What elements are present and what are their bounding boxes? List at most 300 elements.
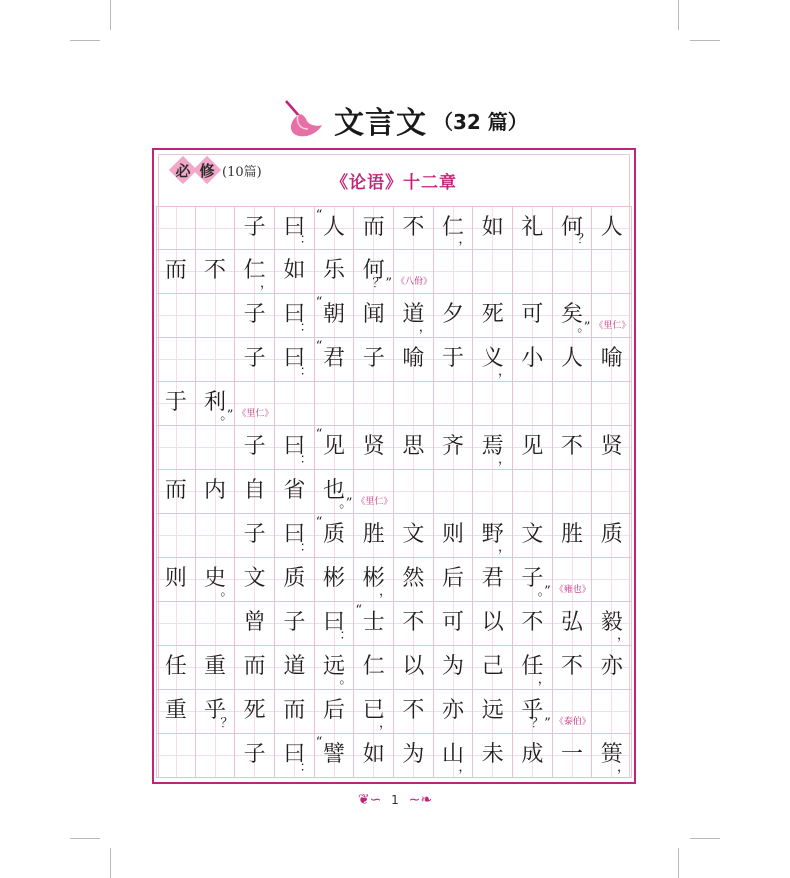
grid-cell bbox=[592, 602, 632, 646]
grid-cell bbox=[434, 338, 474, 382]
grid-cell bbox=[235, 470, 275, 514]
ornament-icon: ∼❧ bbox=[408, 792, 433, 808]
character: 子 bbox=[243, 522, 266, 547]
grid-cell bbox=[156, 382, 196, 426]
grid-row bbox=[156, 338, 632, 382]
grid-cell bbox=[513, 338, 553, 382]
grid-cell bbox=[235, 734, 275, 778]
source-annotation: 《里仁》 bbox=[356, 497, 393, 507]
character: 山 bbox=[442, 742, 465, 767]
grid-cell bbox=[354, 426, 394, 470]
grid-cell bbox=[592, 734, 632, 778]
punctuation: ， bbox=[537, 672, 551, 687]
crop-mark bbox=[678, 0, 679, 30]
character: 子 bbox=[243, 302, 266, 327]
source-annotation: 《里仁》 bbox=[237, 409, 274, 419]
crop-mark bbox=[690, 838, 720, 839]
grid-cell bbox=[196, 294, 236, 338]
character: 重 bbox=[204, 654, 227, 679]
grid-row bbox=[156, 470, 632, 514]
punctuation: ？ bbox=[220, 716, 234, 731]
character: 未 bbox=[481, 742, 504, 767]
grid-cell bbox=[434, 734, 474, 778]
grid-cell bbox=[473, 426, 513, 470]
grid-cell bbox=[592, 558, 632, 602]
grid-cell bbox=[315, 558, 355, 602]
crop-mark bbox=[110, 0, 111, 30]
character: 而 bbox=[164, 478, 187, 503]
character: 乎 bbox=[204, 698, 227, 723]
punctuation: ： bbox=[299, 540, 313, 555]
grid-cell bbox=[354, 250, 394, 294]
grid-cell bbox=[592, 206, 632, 250]
grid-cell bbox=[394, 602, 434, 646]
grid-cell bbox=[473, 470, 513, 514]
punctuation: ： bbox=[299, 364, 313, 379]
grid-cell bbox=[156, 250, 196, 294]
character: 任 bbox=[164, 654, 187, 679]
grid-cell bbox=[275, 382, 315, 426]
character: 见 bbox=[521, 434, 544, 459]
character: 君 bbox=[323, 346, 346, 371]
brush-icon bbox=[282, 97, 328, 143]
grid-cell bbox=[394, 426, 434, 470]
grid-cell bbox=[156, 514, 196, 558]
grid-cell bbox=[434, 514, 474, 558]
grid-cell bbox=[394, 646, 434, 690]
grid-cell bbox=[473, 558, 513, 602]
grid-cell bbox=[275, 734, 315, 778]
grid-cell bbox=[235, 294, 275, 338]
grid-cell bbox=[473, 382, 513, 426]
grid-cell bbox=[156, 426, 196, 470]
punctuation: “ bbox=[315, 339, 323, 354]
grid-cell bbox=[354, 690, 394, 734]
title-count: （32 篇） bbox=[433, 109, 528, 134]
grid-cell bbox=[275, 206, 315, 250]
character: 朝 bbox=[323, 302, 346, 327]
grid-cell bbox=[275, 690, 315, 734]
grid-cell bbox=[156, 470, 196, 514]
grid-cell bbox=[196, 470, 236, 514]
character: 文 bbox=[521, 522, 544, 547]
grid-cell bbox=[235, 206, 275, 250]
source-annotation: 《雍也》 bbox=[554, 585, 591, 595]
page-title bbox=[282, 98, 528, 142]
section-count: (10篇) bbox=[222, 164, 262, 180]
character: 道 bbox=[283, 654, 306, 679]
grid-cell bbox=[315, 294, 355, 338]
character: 史 bbox=[204, 566, 227, 591]
character: 仁 bbox=[243, 258, 266, 283]
grid-row bbox=[156, 558, 632, 602]
punctuation: ， bbox=[458, 760, 472, 775]
character: 可 bbox=[442, 610, 465, 635]
punctuation: ： bbox=[299, 760, 313, 775]
grid-cell bbox=[315, 734, 355, 778]
punctuation: “ bbox=[315, 427, 323, 442]
grid-row bbox=[156, 206, 632, 250]
character: 子 bbox=[283, 610, 306, 635]
grid-cell bbox=[315, 382, 355, 426]
ornament-icon: ❦∽ bbox=[357, 792, 382, 808]
crop-mark bbox=[110, 848, 111, 878]
grid-cell bbox=[394, 514, 434, 558]
grid-cell bbox=[235, 558, 275, 602]
grid-cell bbox=[196, 206, 236, 250]
grid-cell bbox=[275, 646, 315, 690]
punctuation: “ bbox=[315, 295, 323, 310]
character: 利 bbox=[204, 390, 227, 415]
character: 以 bbox=[481, 610, 504, 635]
grid-cell bbox=[354, 382, 394, 426]
grid-cell bbox=[354, 646, 394, 690]
character: 重 bbox=[164, 698, 187, 723]
character: 后 bbox=[442, 566, 465, 591]
character: 文 bbox=[402, 522, 425, 547]
grid-row bbox=[156, 294, 632, 338]
punctuation: 。” bbox=[537, 584, 551, 599]
grid-cell bbox=[235, 426, 275, 470]
grid-cell bbox=[473, 294, 513, 338]
grid-cell bbox=[473, 690, 513, 734]
grid-cell bbox=[473, 734, 513, 778]
character: 省 bbox=[283, 478, 306, 503]
grid-cell bbox=[354, 294, 394, 338]
character: 为 bbox=[402, 742, 425, 767]
grid-cell bbox=[513, 558, 553, 602]
punctuation: 。” bbox=[577, 320, 591, 335]
grid-cell bbox=[156, 338, 196, 382]
grid-cell bbox=[235, 382, 275, 426]
character: 以 bbox=[402, 654, 425, 679]
grid-cell bbox=[275, 250, 315, 294]
character: 喻 bbox=[402, 346, 425, 371]
punctuation: ， bbox=[498, 540, 512, 555]
character: 乎 bbox=[521, 698, 544, 723]
character: 曰 bbox=[283, 522, 306, 547]
character: 贤 bbox=[362, 434, 385, 459]
writing-grid bbox=[156, 206, 632, 782]
character: 而 bbox=[362, 215, 385, 240]
grid-row bbox=[156, 250, 632, 294]
grid-cell bbox=[315, 646, 355, 690]
character: 不 bbox=[521, 610, 544, 635]
character: 如 bbox=[283, 258, 306, 283]
grid-cell bbox=[553, 250, 593, 294]
grid-cell bbox=[513, 426, 553, 470]
character: 毅 bbox=[600, 610, 623, 635]
grid-cell bbox=[156, 558, 196, 602]
grid-cell bbox=[196, 734, 236, 778]
character: 子 bbox=[521, 566, 544, 591]
grid-cell bbox=[156, 690, 196, 734]
punctuation: ： bbox=[339, 628, 353, 643]
character: 乐 bbox=[323, 258, 346, 283]
grid-cell bbox=[434, 206, 474, 250]
grid-cell bbox=[434, 382, 474, 426]
grid-cell bbox=[315, 338, 355, 382]
character: 小 bbox=[521, 346, 544, 371]
character: 不 bbox=[204, 258, 227, 283]
section-tag-char: 修 bbox=[199, 162, 215, 180]
grid-cell bbox=[434, 646, 474, 690]
source-annotation: 《里仁》 bbox=[594, 321, 631, 331]
character: 任 bbox=[521, 654, 544, 679]
character: 子 bbox=[243, 346, 266, 371]
character: 道 bbox=[402, 302, 425, 327]
grid-cell bbox=[235, 338, 275, 382]
grid-cell bbox=[394, 558, 434, 602]
grid-cell bbox=[354, 338, 394, 382]
grid-cell bbox=[553, 426, 593, 470]
grid-cell bbox=[513, 602, 553, 646]
punctuation: ： bbox=[299, 232, 313, 247]
grid-cell bbox=[354, 602, 394, 646]
character: 人 bbox=[561, 346, 584, 371]
grid-cell bbox=[473, 250, 513, 294]
punctuation: 。 bbox=[220, 584, 234, 599]
grid-cell bbox=[473, 646, 513, 690]
character: 闻 bbox=[362, 302, 385, 327]
character: 礼 bbox=[521, 215, 544, 240]
grid-cell bbox=[235, 646, 275, 690]
grid-row bbox=[156, 646, 632, 690]
grid-cell bbox=[196, 558, 236, 602]
punctuation: “ bbox=[315, 208, 323, 223]
grid-cell bbox=[156, 294, 196, 338]
punctuation: “ bbox=[315, 735, 323, 750]
grid-cell bbox=[553, 514, 593, 558]
character: 人 bbox=[600, 215, 623, 240]
character: 为 bbox=[442, 654, 465, 679]
grid-cell bbox=[394, 206, 434, 250]
character: 亦 bbox=[442, 698, 465, 723]
punctuation: “ bbox=[355, 603, 363, 618]
character: 内 bbox=[204, 478, 227, 503]
character: 不 bbox=[402, 698, 425, 723]
character: 夕 bbox=[442, 302, 465, 327]
punctuation: ， bbox=[379, 584, 393, 599]
grid-cell bbox=[434, 426, 474, 470]
character: 不 bbox=[561, 654, 584, 679]
grid-row bbox=[156, 734, 632, 778]
grid-cell bbox=[235, 602, 275, 646]
grid-cell bbox=[592, 338, 632, 382]
character: 不 bbox=[561, 434, 584, 459]
grid-cell bbox=[315, 426, 355, 470]
character: 如 bbox=[481, 215, 504, 240]
grid-cell bbox=[592, 250, 632, 294]
character: 而 bbox=[164, 258, 187, 283]
grid-cell bbox=[513, 382, 553, 426]
page-footer bbox=[0, 792, 790, 808]
title-text: 文言文 bbox=[334, 106, 427, 141]
grid-cell bbox=[394, 382, 434, 426]
grid-cell bbox=[315, 470, 355, 514]
grid-cell bbox=[315, 602, 355, 646]
character: 胜 bbox=[561, 522, 584, 547]
character: 何 bbox=[362, 258, 385, 283]
character: 文 bbox=[243, 566, 266, 591]
grid-cell bbox=[434, 470, 474, 514]
character: 一 bbox=[561, 742, 584, 767]
character: 死 bbox=[243, 698, 266, 723]
page-number: 1 bbox=[391, 793, 399, 807]
grid-cell bbox=[592, 646, 632, 690]
character: 子 bbox=[243, 215, 266, 240]
grid-cell bbox=[275, 294, 315, 338]
grid-cell bbox=[156, 206, 196, 250]
punctuation: ， bbox=[418, 320, 432, 335]
character: 仁 bbox=[362, 654, 385, 679]
grid-cell bbox=[553, 734, 593, 778]
character: 则 bbox=[164, 566, 187, 591]
grid-cell bbox=[553, 558, 593, 602]
character: 人 bbox=[323, 215, 346, 240]
grid-cell bbox=[196, 646, 236, 690]
character: 譬 bbox=[323, 742, 346, 767]
character: 野 bbox=[481, 522, 504, 547]
character: 篑 bbox=[600, 742, 623, 767]
grid-cell bbox=[553, 690, 593, 734]
grid-cell bbox=[354, 558, 394, 602]
grid-cell bbox=[275, 470, 315, 514]
grid-row bbox=[156, 514, 632, 558]
character: 曰 bbox=[283, 215, 306, 240]
character: 亦 bbox=[600, 654, 623, 679]
grid-cell bbox=[354, 514, 394, 558]
crop-mark bbox=[690, 40, 720, 41]
grid-cell bbox=[235, 514, 275, 558]
character: 曰 bbox=[283, 434, 306, 459]
character: 远 bbox=[323, 654, 346, 679]
grid-cell bbox=[275, 338, 315, 382]
character: 可 bbox=[521, 302, 544, 327]
grid-cell bbox=[553, 382, 593, 426]
grid-cell bbox=[354, 734, 394, 778]
source-annotation: 《八佾》 bbox=[396, 277, 433, 287]
punctuation: ： bbox=[299, 320, 313, 335]
character: 后 bbox=[323, 698, 346, 723]
grid-cell bbox=[354, 206, 394, 250]
grid-cell bbox=[315, 206, 355, 250]
character: 曰 bbox=[283, 742, 306, 767]
character: 于 bbox=[442, 346, 465, 371]
punctuation: 。” bbox=[339, 496, 353, 511]
grid-cell bbox=[473, 206, 513, 250]
grid-cell bbox=[592, 294, 632, 338]
grid-row bbox=[156, 602, 632, 646]
punctuation: ， bbox=[617, 628, 631, 643]
grid-cell bbox=[513, 250, 553, 294]
grid-cell bbox=[394, 470, 434, 514]
chapter-title: 《论语》十二章 bbox=[331, 173, 457, 193]
character: 胜 bbox=[362, 522, 385, 547]
punctuation: ？ bbox=[577, 232, 591, 247]
grid-cell bbox=[196, 690, 236, 734]
grid-row bbox=[156, 426, 632, 470]
character: 见 bbox=[323, 434, 346, 459]
grid-cell bbox=[394, 250, 434, 294]
punctuation: ： bbox=[299, 452, 313, 467]
grid-cell bbox=[553, 294, 593, 338]
punctuation: 。” bbox=[220, 408, 234, 423]
grid-cell bbox=[553, 602, 593, 646]
grid-cell bbox=[196, 514, 236, 558]
punctuation: ， bbox=[379, 716, 393, 731]
punctuation: “ bbox=[315, 515, 323, 530]
character: 君 bbox=[481, 566, 504, 591]
character: 贤 bbox=[600, 434, 623, 459]
grid-cell bbox=[434, 602, 474, 646]
character: 而 bbox=[283, 698, 306, 723]
grid-row bbox=[156, 690, 632, 734]
character: 焉 bbox=[481, 434, 504, 459]
section-tag-char: 必 bbox=[175, 162, 191, 180]
grid-cell bbox=[394, 338, 434, 382]
punctuation: ， bbox=[260, 276, 274, 291]
grid-cell bbox=[354, 470, 394, 514]
grid-row bbox=[156, 382, 632, 426]
character: 也 bbox=[323, 478, 346, 503]
character: 义 bbox=[481, 346, 504, 371]
grid-cell bbox=[513, 734, 553, 778]
grid-cell bbox=[513, 690, 553, 734]
character: 质 bbox=[600, 522, 623, 547]
character: 子 bbox=[243, 742, 266, 767]
grid-cell bbox=[275, 514, 315, 558]
grid-cell bbox=[434, 690, 474, 734]
grid-cell bbox=[196, 338, 236, 382]
character: 自 bbox=[243, 478, 266, 503]
punctuation: ， bbox=[617, 760, 631, 775]
grid-cell bbox=[473, 338, 513, 382]
punctuation: 。 bbox=[339, 672, 353, 687]
character: 死 bbox=[481, 302, 504, 327]
character: 子 bbox=[243, 434, 266, 459]
grid-cell bbox=[592, 426, 632, 470]
grid-cell bbox=[513, 294, 553, 338]
character: 彬 bbox=[323, 566, 346, 591]
character: 曾 bbox=[243, 610, 266, 635]
grid-cell bbox=[156, 734, 196, 778]
grid-cell bbox=[156, 602, 196, 646]
grid-cell bbox=[553, 206, 593, 250]
crop-mark bbox=[70, 838, 100, 839]
grid-cell bbox=[513, 646, 553, 690]
character: 成 bbox=[521, 742, 544, 767]
character: 矣 bbox=[561, 302, 584, 327]
character: 齐 bbox=[442, 434, 465, 459]
grid-cell bbox=[235, 690, 275, 734]
grid-cell bbox=[315, 250, 355, 294]
grid-cell bbox=[394, 734, 434, 778]
grid-cell bbox=[275, 558, 315, 602]
grid-cell bbox=[156, 646, 196, 690]
punctuation: ？” bbox=[372, 276, 393, 291]
grid-cell bbox=[513, 206, 553, 250]
grid-cell bbox=[592, 382, 632, 426]
grid-cell bbox=[592, 514, 632, 558]
grid-cell bbox=[275, 426, 315, 470]
character: 士 bbox=[362, 610, 385, 635]
character: 子 bbox=[362, 346, 385, 371]
grid-cell bbox=[473, 602, 513, 646]
grid-cell bbox=[196, 426, 236, 470]
grid-cell bbox=[513, 470, 553, 514]
grid-cell bbox=[394, 690, 434, 734]
